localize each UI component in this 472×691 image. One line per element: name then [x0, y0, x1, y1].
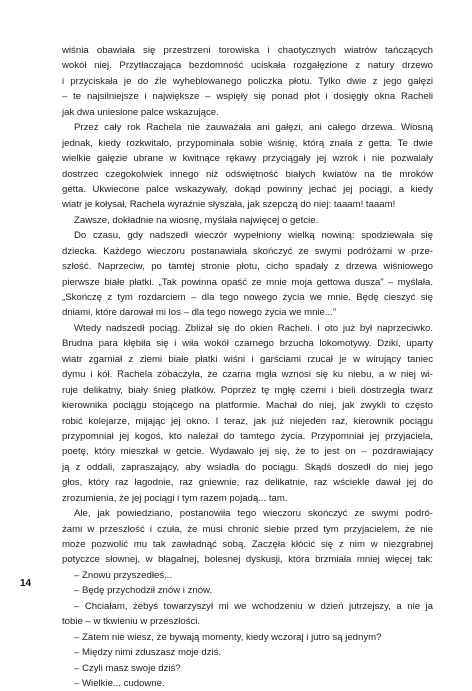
text-line: „Skończę z tym rozdarciem – dla tego nowego życia we mnie. Będę cieszyć się	[62, 292, 433, 303]
text-line: poetę, który mieszkał w getcie. Wydawało jej się, że to jest on – pozdrawiający	[62, 446, 433, 458]
text-line: wielkie gałęzie ubrane w kwitnące rękawy przyciągały jej wzrok i nie pozwalały	[62, 153, 433, 165]
text-line: – Między nimi zduszasz moje dziś.	[74, 647, 222, 659]
text-line: Zawsze, dokładnie na wiosnę, myślała najwięcej o getcie.	[74, 214, 319, 226]
text-line: dziecka. Każdego wieczoru postanawiała skończyć ze swymi podróżami w prze-	[62, 245, 433, 257]
text-line: Brudna para kłębiła się i wiła wokół czarnego brzucha lokomotywy. Dziki, uparty	[62, 338, 433, 350]
text-line: ruje delikatny, biały śnieg płatków. Poprzez tę mgłę czerni i bieli dostrzegła twarz	[62, 384, 433, 396]
text-line: – Będę przychodził znów i znów.	[74, 585, 213, 597]
text-line: Wtedy nadszedł pociąg. Zbliżał się do okien Racheli. I oto już był naprzeciwko.	[74, 322, 433, 334]
text-line: – Chciałam, żebyś towarzyszył mi we wchodzeniu w dzień jutrzejszy, a nie ja	[74, 600, 433, 612]
text-line: pierwsze białe płatki. „Tak powinna opaść ze mnie moja gettowa dusza” – myślała.	[62, 276, 433, 288]
text-line: wokół niej. Przytłaczająca bezdomność uciskała rozgałęzione z natury drzewo	[62, 60, 433, 72]
text-line: ją z oddali, zapraszający, aby wsiadła do pociągu. Skądś doszedł do niej jego	[62, 461, 433, 473]
text-line: Do czasu, gdy nadszedł wieczór wypełniony wielką nowiną: spodziewała się	[74, 230, 433, 242]
text-line: kierownika pociągu stojącego na platformie. Machał do niej, jak zwykli to często	[62, 400, 433, 412]
text-line: wiatr zgarniał z ziemi białe płatki wiśni i garściami rzucał je w wirujący taniec	[62, 353, 433, 365]
text-line: getta. Ukwiecone palce wskazywały, dokąd powinny jechać jej pociągi, a kiedy	[62, 183, 433, 195]
text-line: Ale, jak powiedziano, postanowiła tego wieczoru skończyć ze swymi podró-	[74, 508, 433, 520]
text-line: Przez cały rok Rachela nie zauważała ani gałęzi, ani całego drzewa. Wiosną	[74, 122, 433, 134]
text-line: robić kolejarze, mijając jej okno. I teraz, jak już niejeden raz, kierownik pociągu	[62, 415, 433, 427]
text-line: tobie – w tkwieniu w przeszłości.	[62, 616, 201, 628]
text-line: – Zatem nie wiesz, że bywają momenty, kiedy wczoraj i jutro są jednym?	[74, 631, 382, 643]
text-line: wiatr je kołysał, Rachela wyraźnie słyszała, jak szepczą do niej: taaam! taaam!	[62, 199, 396, 211]
text-line: dniami, które darował mi los – dla tego nowego życia we mnie...”	[62, 307, 337, 319]
text-line: głos, który raz łagodnie, raz gniewnie, raz delikatnie, raz wściekle dawał jej do	[62, 477, 433, 489]
text-line: i przyciskała je do źle wyheblowanego policzka płotu. Tylko dwie z jego gałęzi	[62, 75, 433, 87]
text-line: jak dwa uniesione palce wskazujące.	[62, 106, 219, 118]
text-line: dostrzec czegokolwiek innego niż odświętność białych kwiatów na tle mroków	[62, 168, 433, 180]
text-line: potyczce słownej, w błagalnej, bolesnej dyskusji, która brzmiała mniej więcej tak:	[62, 554, 433, 566]
text-line: – Wielkie... cudowne.	[74, 677, 165, 689]
text-line: może pozwolić mu tak zawładnąć sobą. Zaczęła kłócić się z nim w niezgrabnej	[62, 539, 433, 550]
text-line: – te najsilniejsze i największe – wspięły się ponad płot i dosięgły okna Racheli	[62, 91, 433, 103]
text-line: jednak, kiedy rozkwitało, przypominała sobie wiśnię, którą znała z getta. Te dwie	[62, 137, 433, 149]
text-line: przypomniał jej kogoś, kto należał do tamtego życia. Przypomniał jej przyjaciela,	[62, 430, 433, 442]
text-line: wiśnia obawiała się przestrzeni torowiska i chaotycznych wiatrów tańczących	[62, 45, 433, 56]
page-number: 14	[20, 578, 32, 589]
text-line: szłość. Naprzeciw, po tamtej stronie płotu, cicho spadały z drzewa wiśniowego	[62, 261, 433, 273]
text-line: dymu i kół. Rachela zobaczyła, że czarna mgła wznosi się ku niebu, a w niej wi-	[62, 369, 433, 381]
text-line: – Czyli masz swoje dziś?	[74, 662, 181, 674]
text-line: żami w przeszłość i czuła, że musi chronić siebie przed tym przyjacielem, że nie	[62, 523, 433, 535]
text-line: zrozumienia, że jej pociągi i tym razem pojadą... tam.	[62, 492, 288, 504]
body-text	[62, 43, 433, 691]
text-line: – Znowu przyszedłeś...	[74, 569, 173, 581]
